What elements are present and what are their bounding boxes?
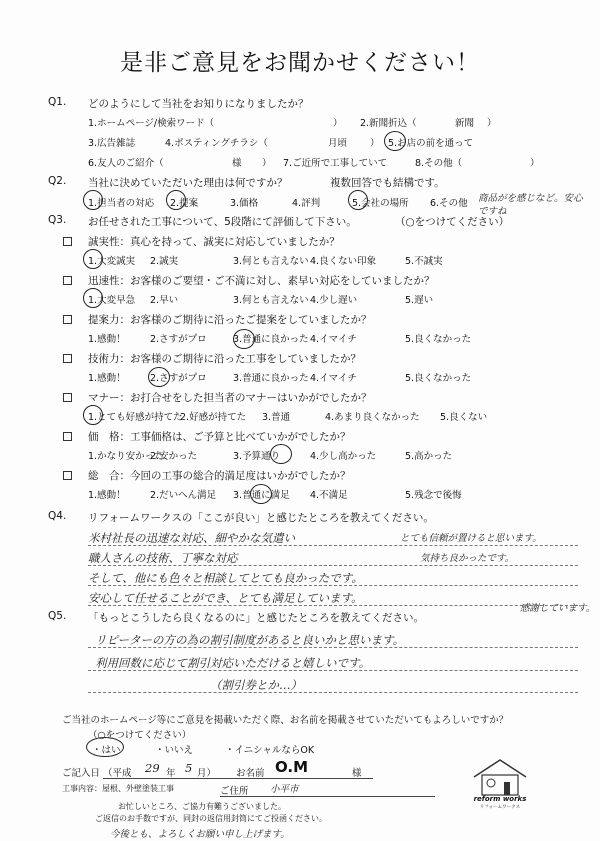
date-month: 5: [185, 761, 193, 775]
logo-name: reform works: [473, 795, 527, 803]
q1-option-4-close: ）: [370, 138, 380, 149]
q2-option-6: 6.その他: [430, 198, 468, 209]
q3-item-label: 技術力：お客様のご期待に沿った工事をしていましたか？: [88, 353, 361, 365]
q3-item-option: 3.何とも言えない: [233, 256, 309, 267]
q5-question: 「もっとこうしたら良くなるのに」と感じたところを教えてください。: [88, 612, 424, 624]
date-year: 29: [145, 761, 160, 775]
q3-item-option: 3.普通に満足: [233, 490, 290, 501]
work-description: 工事内容：屋根、外壁塗装工事: [62, 784, 174, 793]
q1-option-6-fill: 様: [232, 158, 242, 169]
consent-initial: ・イニシャルならOK: [225, 745, 315, 756]
address-label: ご住所: [220, 786, 249, 797]
q3-item-option: 3.普通に良かった: [233, 334, 309, 345]
q3-item-option: 1.とても好感が持てた: [88, 412, 183, 423]
date-era: （平成: [103, 768, 132, 779]
date-label: ご記入日: [62, 768, 101, 779]
q1-option-4: 4.ポスティングチラシ（: [165, 138, 268, 149]
consent-note: （○をつけてください）: [88, 730, 192, 741]
q1-option-2-close: ）: [487, 118, 497, 129]
q3-item-checkbox: [63, 276, 72, 285]
q3-item-option: 2.好感が持てた: [180, 412, 247, 423]
q1-option-5: 5.お店の前を通って: [388, 138, 474, 149]
q1-option-2: 2.新聞折込（: [360, 118, 417, 129]
footer-line-1: お忙しいところ、ご協力有難うございました。: [118, 802, 286, 811]
date-year-unit: 年: [166, 768, 176, 779]
q3-item-option: 2.さすがプロ: [150, 334, 207, 345]
form-line: [220, 796, 435, 797]
q3-item-label: 総 合：今回の工事の総合的満足度はいかがでしたか？: [88, 470, 351, 482]
q3-item-option: 5.高かった: [405, 451, 453, 462]
answer-line: [88, 670, 578, 671]
q3-item-option: 3.何とも言えない: [233, 295, 309, 306]
q5-number: Q5.: [48, 610, 67, 622]
name-honorific: 様: [352, 768, 362, 779]
q3-item-option: 2.早い: [150, 295, 179, 306]
q2-option-2: 2.提案: [170, 198, 199, 209]
q3-item-option: 4.イマイチ: [310, 373, 357, 384]
q3-item-option: 5.残念で後悔: [405, 490, 462, 501]
q3-item-option: 2.さすがプロ: [150, 373, 207, 384]
answer-circle: [348, 190, 368, 210]
house-icon: [470, 757, 530, 797]
q1-option-6: 6.友人のご紹介（: [88, 158, 164, 169]
q3-item-option: 5.遅い: [405, 295, 434, 306]
answer-line: [88, 647, 578, 648]
q3-item-option: 3.予算通り: [233, 451, 281, 462]
answer-circle: [86, 737, 124, 757]
q3-item-option: 4.少し遅い: [310, 295, 358, 306]
q1-option-7: 7.ご近所で工事していて: [283, 158, 388, 169]
q3-item-option: 1.感動！: [88, 373, 126, 384]
q4-answer-line-4: 安心して任せることができ、とても満足しています。: [88, 591, 363, 605]
q4-answer-line-4b: 感謝しています。: [520, 603, 596, 614]
q3-item-option: 1.大変誠実: [88, 256, 136, 267]
q1-option-2-fill: 新聞: [455, 118, 475, 129]
footer-line-2: ご返信のお手数ですが、同封の返信用封筒にてご投函ください。: [95, 814, 327, 823]
q2-number: Q2.: [48, 175, 67, 187]
q2-option-3: 3.価格: [230, 198, 259, 209]
q4-answer-line-1b: とても信頼が置けると思います。: [400, 533, 542, 544]
q3-item-option: 2.安かった: [150, 451, 198, 462]
q3-item-option: 1.感動！: [88, 490, 126, 501]
answer-circle: [270, 444, 292, 464]
q2-option-1: 1.担当者の対応: [88, 198, 155, 209]
q2-note: 複数回答でも結構です。: [330, 177, 445, 189]
answer-line: [88, 565, 578, 566]
q3-item-option: 3.普通に良かった: [233, 373, 309, 384]
answer-circle: [83, 288, 103, 308]
q3-item-option: 4.少し高かった: [310, 451, 377, 462]
q3-item-label: 迅速性：お客様のご要望・ご不満に対し、素早い対応をしていましたか？: [88, 275, 435, 287]
q3-item-option: 5.良くなかった: [405, 373, 472, 384]
company-logo: [470, 757, 530, 809]
q2-question: 当社に決めていただいた理由は何ですか？: [88, 177, 288, 189]
q3-item-option: 5.不誠実: [405, 256, 443, 267]
q3-item-label: 提案力：お客様のご期待に沿ったご提案をしていましたか？: [88, 314, 372, 326]
q3-item-option: 4.良くない印象: [310, 256, 377, 267]
q4-number: Q4.: [48, 510, 67, 522]
name-value: O.M: [275, 758, 309, 776]
q1-option-3: 3.広告雑誌: [88, 138, 136, 149]
q2-option-5: 5.会社の場所: [352, 198, 409, 209]
name-label: お名前: [236, 768, 265, 779]
q3-item-checkbox: [63, 315, 72, 324]
answer-line: [88, 605, 578, 606]
q4-question: リフォームワークスの「ここが良い」と感じたところを教えてください。: [88, 512, 434, 524]
q3-item-option: 5.良くない: [440, 412, 488, 423]
q3-item-checkbox: [63, 432, 72, 441]
q1-option-8-close: ）: [530, 158, 540, 169]
q3-item-option: 1.かなり安かった: [88, 451, 164, 462]
answer-line: [88, 545, 578, 546]
answer-circle: [166, 190, 186, 210]
page-title: 是非ご意見をお聞かせください！: [120, 50, 480, 76]
answer-line: [88, 585, 578, 586]
q1-option-1-close: ）: [333, 118, 343, 129]
q1-option-6-close: ）: [262, 158, 272, 169]
q1-option-4-fill: 月頃: [328, 138, 348, 149]
answer-circle: [83, 190, 103, 210]
answer-circle: [148, 367, 170, 387]
q1-number: Q1.: [48, 96, 67, 108]
q3-item-option: 1.感動！: [88, 334, 126, 345]
q3-item-option: 4.イマイチ: [310, 334, 357, 345]
q3-item-option: 5.良くなかった: [405, 334, 472, 345]
q3-number: Q3.: [48, 214, 67, 226]
q3-item-label: 価 格：工事価格は、ご予算と比べていかがでしたか？: [88, 431, 351, 443]
q1-option-8: 8.その他（: [415, 158, 463, 169]
q3-item-option: 4.あまり良くなかった: [325, 412, 420, 423]
q3-item-option: 2.だいへん満足: [150, 490, 217, 501]
q1-question: どのようにして当社をお知りになりましたか？: [88, 98, 309, 110]
q3-item-checkbox: [63, 471, 72, 480]
address-value: 小平市: [270, 784, 299, 795]
q5-answer-line-1: リピーターの方の為の割引制度があると良いかと思います。: [95, 633, 405, 647]
answer-circle: [83, 405, 103, 425]
q1-option-1: 1.ホームページ/検索ワード（: [88, 118, 215, 129]
logo-subname: リフォームワークス: [479, 805, 521, 810]
q5-answer-line-3: （割引券とか…）: [210, 678, 302, 692]
q3-item-label: マナー：お打合せをした担当者のマナーはいかがでしたか？: [88, 392, 372, 404]
q3-item-option: 3.普通: [262, 412, 291, 423]
q5-answer-line-2: 利用回数に応じて割引対応いただけると嬉しいです。: [95, 656, 371, 670]
q3-item-checkbox: [63, 237, 72, 246]
answer-circle: [233, 329, 255, 349]
footer-handwritten: 今後とも、よろしくお願い申し上げます。: [110, 829, 290, 840]
q4-answer-line-1: 米村社長の迅速な対応、細やかな気遣い: [88, 531, 295, 545]
q3-item-label: 誠実性：真心を持って、誠実に対応していましたか？: [88, 236, 340, 248]
date-month-unit: 月）: [197, 768, 217, 779]
q3-item-option: 4.不満足: [310, 490, 348, 501]
q3-item-option: 2.誠実: [150, 256, 179, 267]
q4-answer-line-2: 職人さんの技術、丁寧な対応: [88, 551, 238, 565]
q3-question: お任せされた工事について、5段階にて評価して下さい。: [88, 216, 357, 228]
q3-note: （○をつけてください）: [395, 216, 510, 228]
consent-question: ご当社のホームページ等にご意見を掲載いただく際、お名前を掲載させていただいてもよろしいですか？: [62, 715, 509, 726]
q4-answer-line-3: そして、他にも色々と相談してとても良かったです。: [88, 571, 363, 585]
q3-item-option: 1.大変早急: [88, 295, 136, 306]
q3-item-checkbox: [63, 393, 72, 402]
answer-circle: [83, 249, 103, 269]
q2-option-4: 4.評判: [292, 198, 321, 209]
q2-handwritten-note: 商品がを感じなど。安心ですね: [478, 193, 583, 217]
form-line: [103, 778, 373, 779]
consent-no: ・いいえ: [155, 745, 194, 756]
answer-circle: [250, 484, 272, 504]
consent-yes: ・はい: [92, 745, 121, 756]
q4-answer-line-2b: 気持ち良かったです。: [420, 553, 515, 564]
answer-line: [88, 692, 578, 693]
answer-circle: [384, 131, 406, 151]
q3-item-checkbox: [63, 354, 72, 363]
